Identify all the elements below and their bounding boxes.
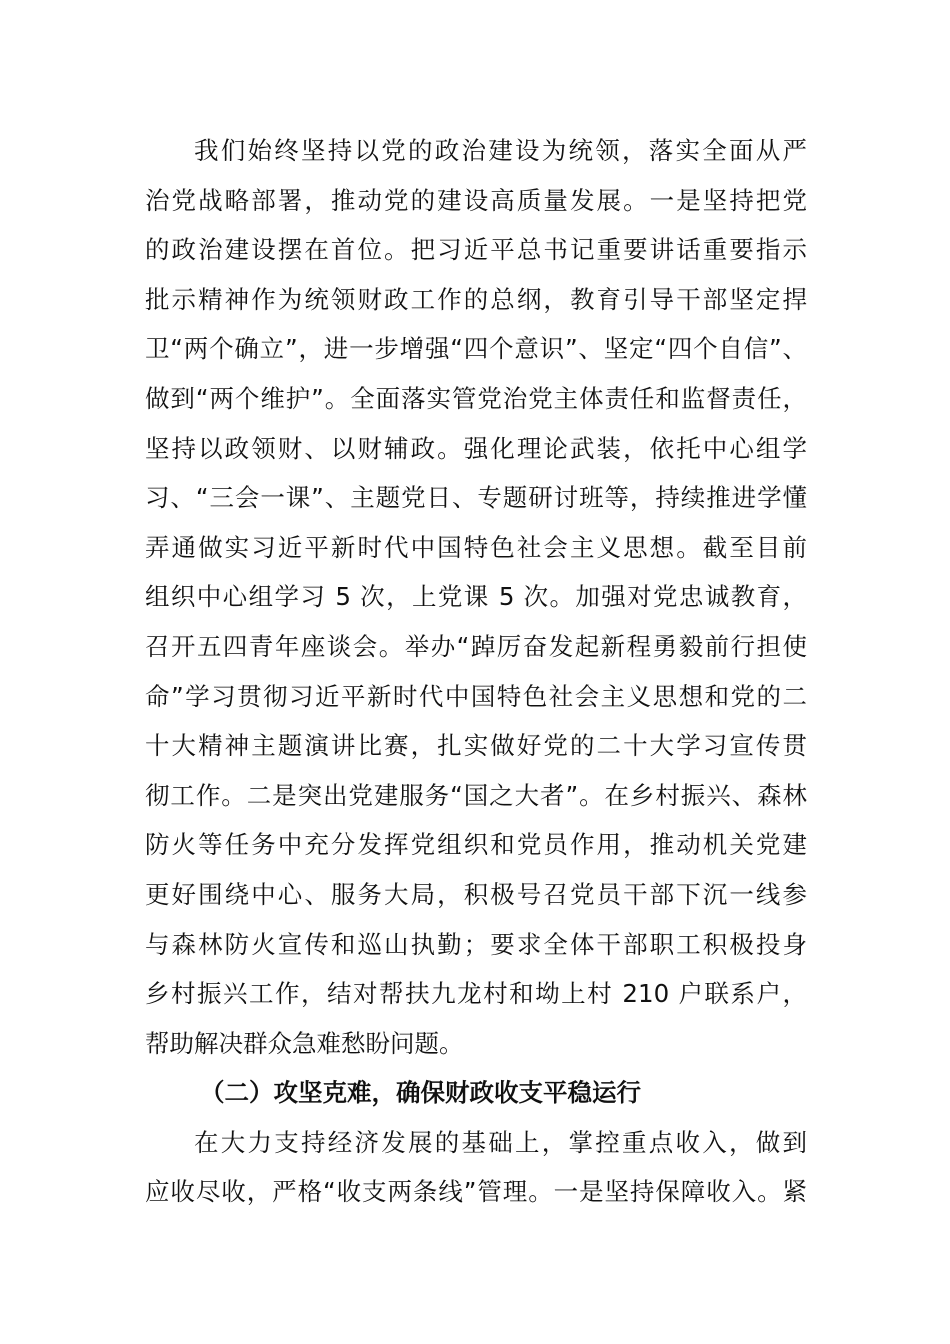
paragraph-line: 批示精神作为统领财政工作的总纲，教育引导干部坚定捍 bbox=[145, 284, 807, 314]
paragraph-line: 习、“三会一课”、主题党日、专题研讨班等，持续推进学懂 bbox=[145, 483, 807, 513]
paragraph-line: 做到“两个维护”。全面落实管党治党主体责任和监督责任， bbox=[145, 383, 807, 413]
paragraph-line: 召开五四青年座谈会。举办“踔厉奋发起新程勇毅前行担使 bbox=[145, 631, 807, 661]
paragraph-line: 我们始终坚持以党的政治建设为统领，落实全面从严 bbox=[194, 136, 807, 165]
paragraph-line: 彻工作。二是突出党建服务“国之大者”。在乡村振兴、森林 bbox=[145, 780, 807, 810]
paragraph-line: 防火等任务中充分发挥党组织和党员作用，推动机关党建 bbox=[145, 830, 807, 860]
paragraph-line: 组织中心组学习 5 次，上党课 5 次。加强对党忠诚教育， bbox=[145, 582, 807, 612]
paragraph-line: 命”学习贯彻习近平新时代中国特色社会主义思想和党的二 bbox=[145, 681, 807, 711]
paragraph-line: 与森林防火宣传和巡山执勤；要求全体干部职工积极投身 bbox=[145, 929, 807, 959]
paragraph-line: 十大精神主题演讲比赛，扎实做好党的二十大学习宣传贯 bbox=[145, 731, 807, 761]
paragraph-line: 帮助解决群众急难愁盼问题。 bbox=[145, 1028, 464, 1058]
paragraph-line: 应收尽收，严格“收支两条线”管理。一是坚持保障收入。紧 bbox=[145, 1177, 807, 1207]
paragraph-fiscal-revenue bbox=[145, 1118, 807, 1217]
paragraph-line: 的政治建设摆在首位。把习近平总书记重要讲话重要指示 bbox=[145, 235, 807, 265]
paragraph-party-building bbox=[145, 126, 807, 1068]
paragraph-line: 坚持以政领财、以财辅政。强化理论武装，依托中心组学 bbox=[145, 433, 807, 463]
document-body bbox=[145, 126, 807, 1217]
paragraph-line: 在大力支持经济发展的基础上，掌控重点收入，做到 bbox=[194, 1127, 807, 1157]
paragraph-line: 治党战略部署，推动党的建设高质量发展。一是坚持把党 bbox=[145, 185, 807, 215]
paragraph-line: 卫“两个确立”，进一步增强“四个意识”、坚定“四个自信”、 bbox=[145, 334, 807, 364]
section-heading: （二）攻坚克难，确保财政收支平稳运行 bbox=[200, 1078, 641, 1108]
paragraph-line: 乡村振兴工作，结对帮扶九龙村和坳上村 210 户联系户， bbox=[145, 979, 807, 1009]
paragraph-line: 弄通做实习近平新时代中国特色社会主义思想。截至目前 bbox=[145, 532, 807, 562]
paragraph-line: 更好围绕中心、服务大局，积极号召党员干部下沉一线参 bbox=[145, 879, 807, 909]
